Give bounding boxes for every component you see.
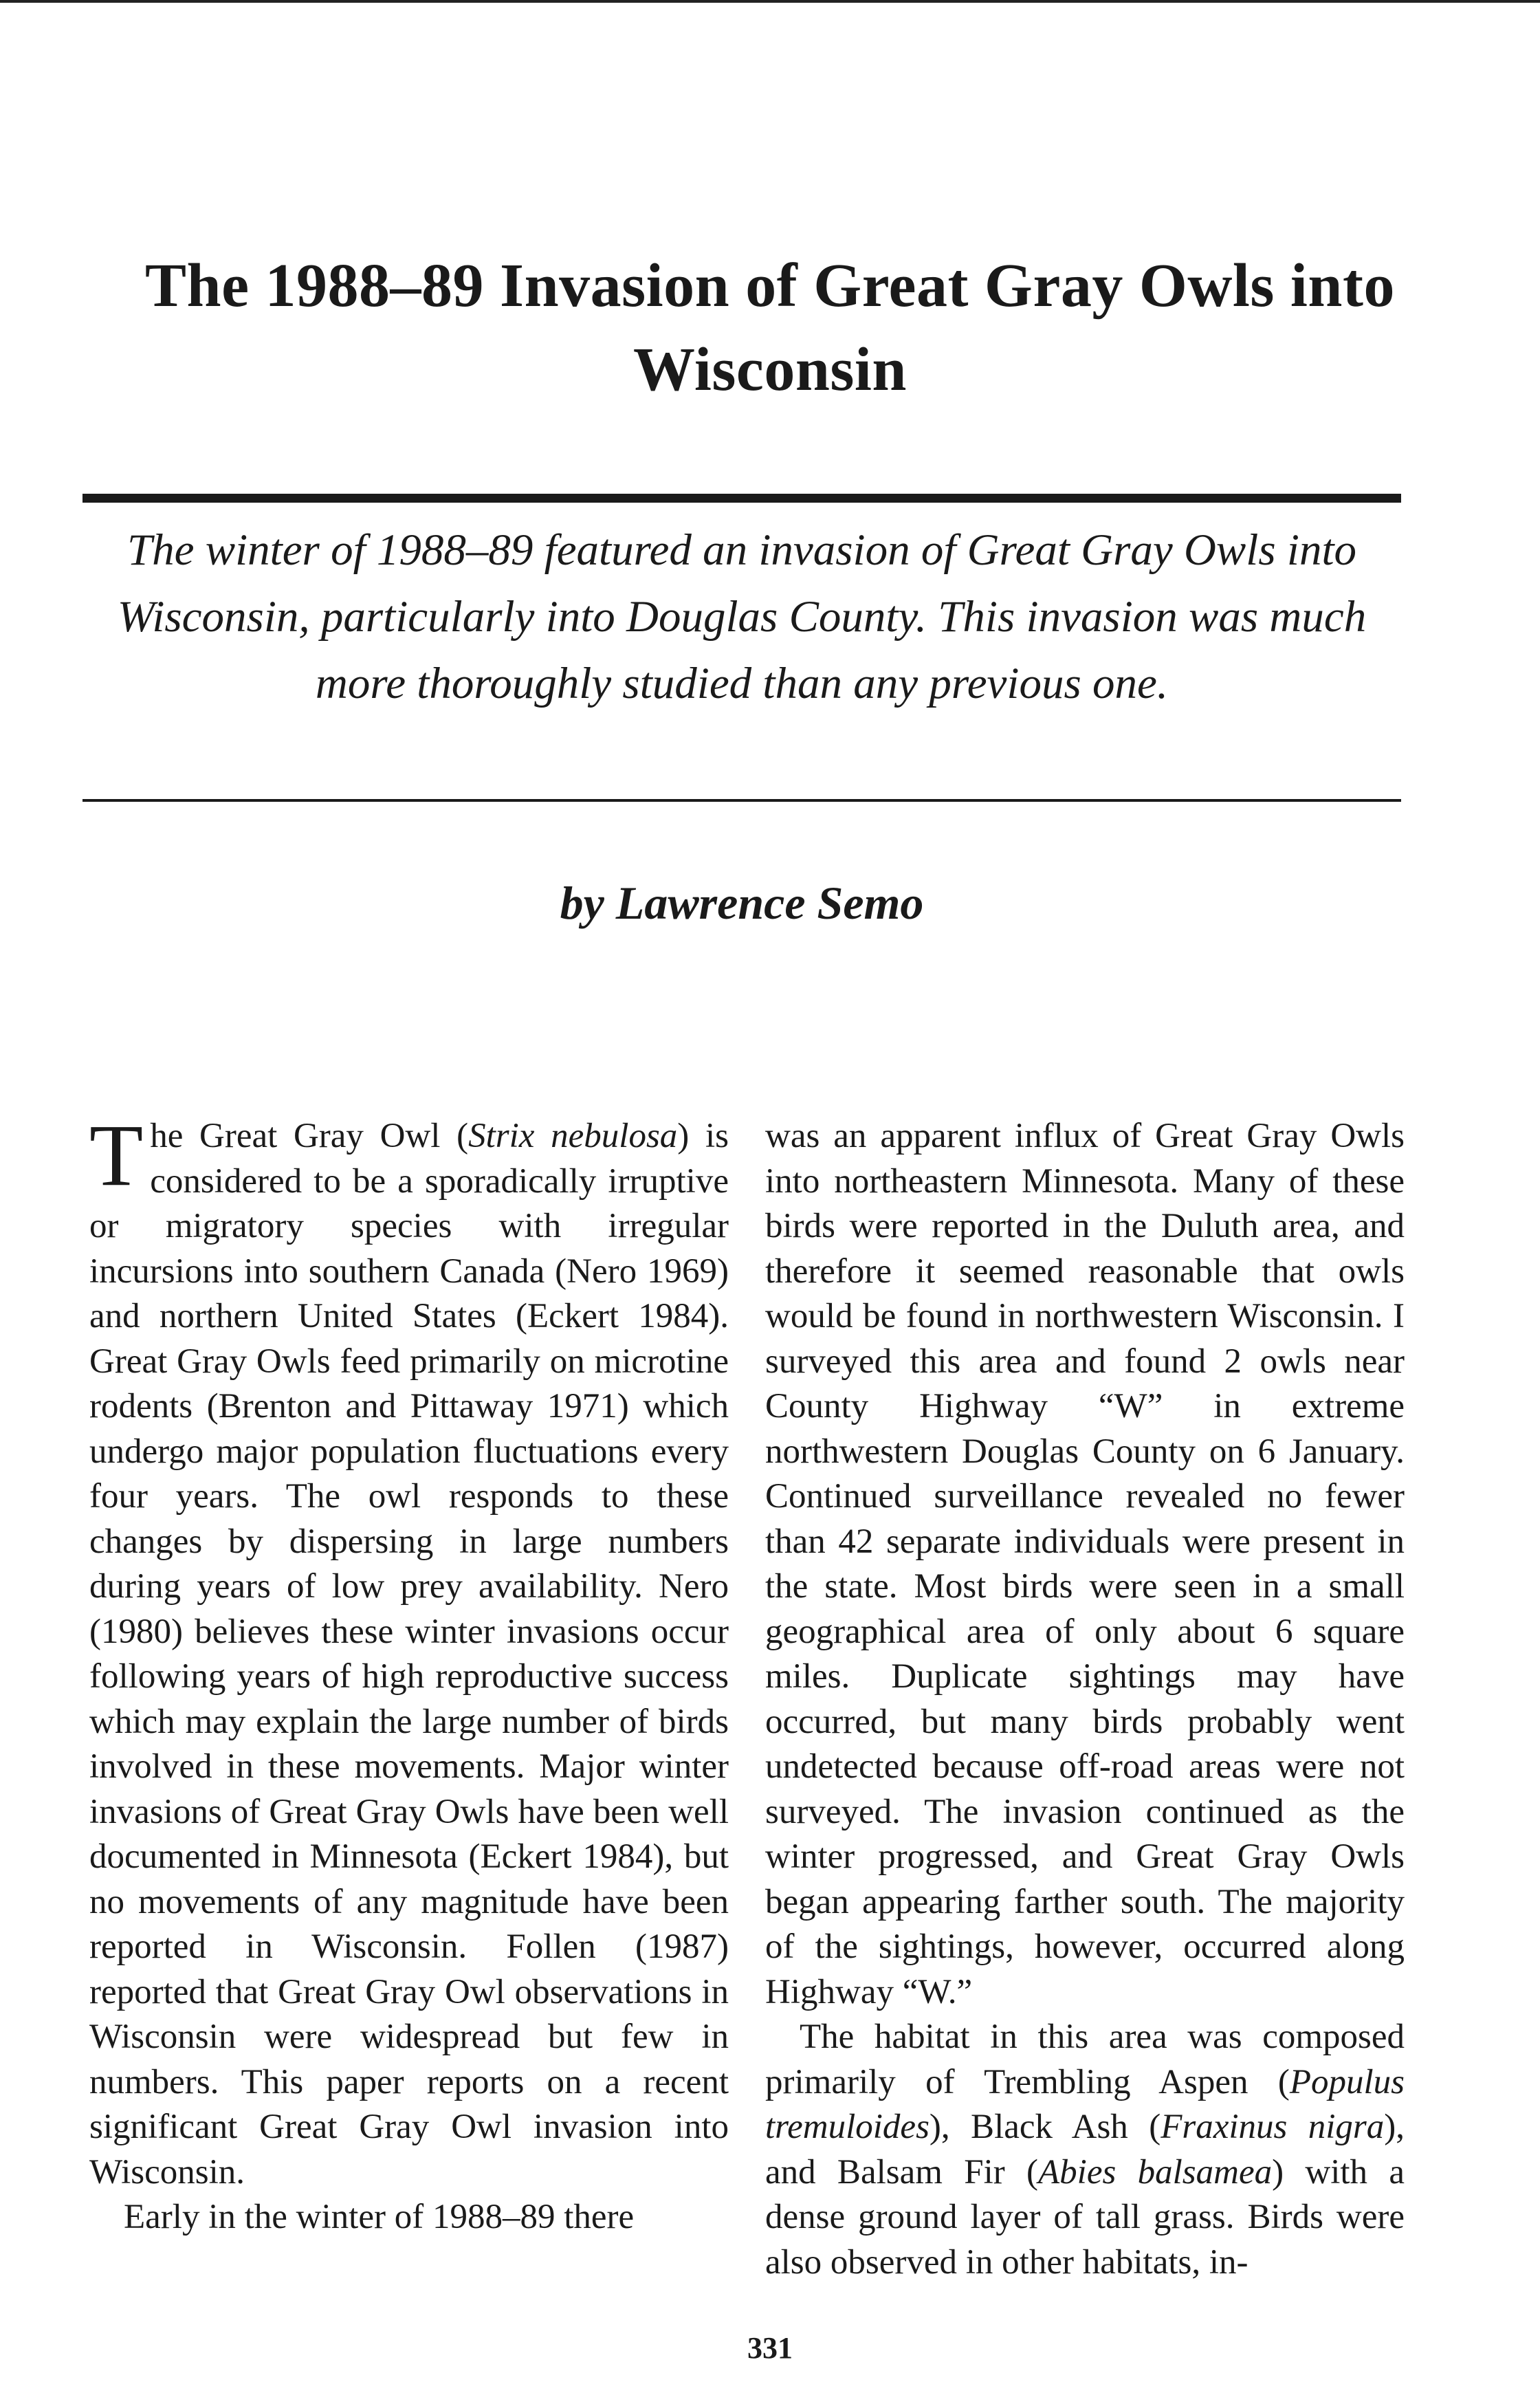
article-title: The 1988–89 Invasion of Great Gray Owls into Wisconsin: [145, 252, 1395, 404]
paragraph-1-text-b: ) is considered to be a sporadically irruptive or migratory species with irregular incursions into southern Canada (Nero 1969) and northern United States (Eckert 1984). Great Gray Owls feed primarily on microtine rodents (Brenton and Pittaway 1971) which undergo major population fluctuations every four years. The owl responds to these changes by dispersing in large numbers during years of low prey availability. Nero (1980) believes these winter invasions occur following years of high reproductive success which may explain the large number of birds involved in these movements. Major winter invasions of Great Gray Owls have been well documented in Minnesota (Eckert 1984), but no movements of any magnitude have been reported in Wisconsin. Follen (1987) reported that Great Gray Owl observations in Wisconsin were widespread but few in numbers. This paper reports on a recent significant Great Gray Owl invasion into Wisconsin.: [89, 1117, 729, 2192]
author-byline: by Lawrence Semo: [560, 877, 924, 929]
body-paragraph-1: [89, 1106, 729, 2195]
drop-cap: T: [89, 1106, 144, 1204]
paragraph-1-text-a: he Great Gray Owl (: [150, 1117, 469, 1155]
body-paragraph-3: [765, 2015, 1405, 2285]
species-name-populus: Populus tremuloides: [765, 2062, 1405, 2146]
article-abstract: The winter of 1988–89 featured an invasion of Great Gray Owls into Wisconsin, particularly into Douglas County. This invasion was much more thoroughly studied than any previous one.: [117, 525, 1367, 708]
page-number: 331: [747, 2331, 793, 2365]
body-column-right: [765, 1114, 1405, 2285]
title-divider-thick: [82, 494, 1401, 503]
top-border-rule: [0, 0, 1540, 3]
body-paragraph-2-continued: was an apparent influx of Great Gray Owls into northeastern Minnesota. Many of these birds were reported in the Duluth area, and therefore it seemed reasonable that owls would be found in northwestern Wisconsin. I surveyed this area and found 2 owls near County Highway “W” in extreme northwestern Douglas County on 6 January. Continued surveillance revealed no fewer than 42 separate individuals were present in the state. Most birds were seen in a small geographical area of only about 6 square miles. Duplicate sightings may have occurred, but many birds probably went undetected because off-road areas were not surveyed. The invasion continued as the winter progressed, and Great Gray Owls began appearing farther south. The majority of the sightings, however, occurred along Highway “W.”: [765, 1117, 1405, 2011]
paragraph-3-text-b: ), Black Ash (: [929, 2108, 1161, 2146]
body-paragraph-2-start: Early in the winter of 1988–89 there: [124, 2198, 635, 2236]
abstract-divider-thin: [82, 799, 1401, 802]
species-name-strix: Strix nebulosa: [468, 1117, 678, 1155]
species-name-abies: Abies balsamea: [1038, 2152, 1273, 2192]
paragraph-3-text-c: ), and Balsam Fir (: [765, 2108, 1405, 2192]
paragraph-3-text-d: ) with a dense ground layer of tall grass. Birds were also observed in other habitats, in-: [765, 2152, 1405, 2282]
body-column-left: [89, 1106, 729, 2240]
paragraph-3-text-a: The habitat in this area was composed primarily of Trembling Aspen (: [765, 2018, 1405, 2101]
species-name-fraxinus: Fraxinus nigra: [1160, 2108, 1385, 2146]
